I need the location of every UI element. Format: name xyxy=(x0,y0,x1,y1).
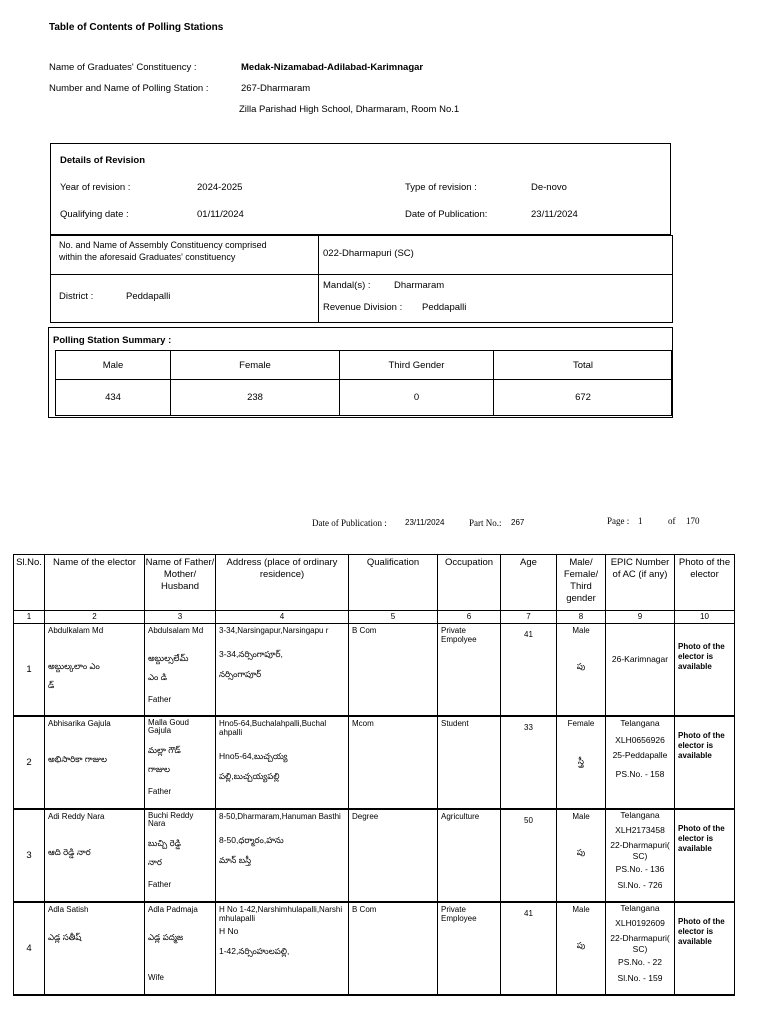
revision-heading: Details of Revision xyxy=(60,155,145,166)
relative-name-en: Adla Padmaja xyxy=(148,905,198,914)
address-en: 3-34,Narsingapur,Narsingapu r xyxy=(219,626,329,635)
relative-name-te: ఎడ్ల పద్మజ xyxy=(148,932,184,942)
gender-en: Male xyxy=(572,812,590,821)
electors-table xyxy=(13,554,735,996)
gender-en: Male xyxy=(572,905,590,914)
col-number: 8 xyxy=(557,611,606,624)
relation-type: Wife xyxy=(148,973,164,982)
summary-value-female: 238 xyxy=(171,380,340,415)
address-te: 3-34,నర్సింగాపూర్, xyxy=(219,649,283,659)
gender-te: స్త్రీ xyxy=(578,756,584,766)
summary-value-male: 434 xyxy=(56,380,171,415)
table-row xyxy=(14,809,735,902)
year-value: 2024-2025 xyxy=(197,182,243,193)
col-number: 2 xyxy=(45,611,145,624)
epic-line: SC) xyxy=(632,944,648,954)
table-row xyxy=(14,624,735,717)
occupation: Agriculture xyxy=(441,812,480,821)
address-te-cont: నర్సింగాపూర్ xyxy=(219,669,262,679)
mandal-value: Dharmaram xyxy=(394,280,445,291)
revenue-value: Peddapalli xyxy=(422,302,467,313)
summary-header-total: Total xyxy=(494,351,672,380)
address-te-cont: మాన్ బస్తీ xyxy=(219,855,252,865)
page-label: Page : xyxy=(607,516,630,526)
epic-line: 22-Dharmapuri( xyxy=(610,933,670,943)
address-te: Hno5-64,బుచ్చయ్య xyxy=(219,751,288,761)
occupation: Private Employee xyxy=(441,905,477,923)
part-label: Part No.: xyxy=(469,518,502,528)
relative-name-te: అబ్దుల్సలేమ్ xyxy=(148,653,189,663)
elector-name-te-cont: డ్ xyxy=(48,680,55,690)
polling-station-label: Number and Name of Polling Station : xyxy=(49,83,209,94)
row-slno: 3 xyxy=(26,850,32,861)
age: 41 xyxy=(524,909,533,918)
col-header-name: Name of the elector xyxy=(45,555,145,611)
page-value: 1 xyxy=(638,516,643,526)
qualification: B Com xyxy=(352,905,377,914)
elector-name-te: అబ్దుల్కలాం ఎం xyxy=(48,661,100,671)
elector-name-en: Abdulkalam Md xyxy=(48,626,104,635)
col-header-address: Address (place of ordinary residence) xyxy=(216,555,349,611)
epic-line: Telangana xyxy=(620,810,660,820)
address-en: 8-50,Dharmaram,Hanuman Basthi xyxy=(219,812,341,821)
mandal-label: Mandal(s) : xyxy=(323,280,371,291)
photo-note: Photo of the elector is available xyxy=(678,917,725,946)
relation-type: Father xyxy=(148,880,172,889)
row-slno: 1 xyxy=(26,664,32,675)
photo-note: Photo of the elector is available xyxy=(678,824,725,853)
age: 50 xyxy=(524,816,533,825)
col-number: 10 xyxy=(675,611,735,624)
summary-header-female: Female xyxy=(171,351,340,380)
polling-station-number: 267-Dharmaram xyxy=(241,83,311,94)
col-header-occupation: Occupation xyxy=(438,555,501,611)
address-en: Hno5-64,Buchalahpalli,Buchal ahpalli xyxy=(219,719,327,737)
occupation: Private Empolyee xyxy=(441,626,477,644)
col-header-photo: Photo of the elector xyxy=(675,555,735,611)
address-te-cont: 1-42,నర్సింహులపల్లి, xyxy=(219,946,290,956)
revenue-label: Revenue Division : xyxy=(323,302,403,313)
col-header-epic: EPIC Number of AC (if any) xyxy=(606,555,675,611)
col-header-relative: Name of Father/ Mother/ Husband xyxy=(145,555,216,611)
type-value: De-novo xyxy=(531,182,567,193)
publication-label: Date of Publication: xyxy=(405,209,488,220)
col-number: 6 xyxy=(438,611,501,624)
photo-note: Photo of the elector is available xyxy=(678,642,725,671)
col-header-qualification: Qualification xyxy=(349,555,438,611)
col-number: 9 xyxy=(606,611,675,624)
photo-note: Photo of the elector is available xyxy=(678,731,725,760)
relative-name-te-cont: గాజుల xyxy=(148,764,171,774)
epic-line: 22-Dharmapuri( xyxy=(610,840,670,850)
assembly-label-line1: No. and Name of Assembly Constituency comprised xyxy=(59,240,267,250)
qualifying-label: Qualifying date : xyxy=(60,209,129,220)
col-header-gender: Male/ Female/ Third gender xyxy=(557,555,606,611)
address-te: H No xyxy=(219,926,239,936)
assembly-label-line2: within the aforesaid Graduates' constituency xyxy=(59,252,236,262)
relative-name-te: బుచ్చి రెడ్డి xyxy=(148,838,181,848)
summary-value-third-gender: 0 xyxy=(340,380,494,415)
gender-te: పు xyxy=(576,661,586,671)
pub-date-value: 23/11/2024 xyxy=(405,518,445,527)
col-header-slno: Sl.No. xyxy=(14,555,45,611)
relation-type: Father xyxy=(148,787,172,796)
elector-name-en: Adla Satish xyxy=(48,905,89,914)
pub-date-label: Date of Publication : xyxy=(312,518,387,528)
epic-line: Sl.No. - 159 xyxy=(617,973,663,983)
total-pages: 170 xyxy=(686,516,700,526)
of-label: of xyxy=(668,516,676,526)
relative-name-te-cont: ఎం డి xyxy=(148,672,168,682)
page-title: Table of Contents of Polling Stations xyxy=(49,22,224,33)
table-row xyxy=(14,716,735,809)
elector-name-te: ఆది రెడ్డి నార xyxy=(48,847,91,857)
assembly-value: 022-Dharmapuri (SC) xyxy=(323,248,414,259)
row-slno: 4 xyxy=(26,943,32,954)
summary-table xyxy=(55,350,672,416)
type-label: Type of revision : xyxy=(405,182,477,193)
epic-line: PS.No. - 158 xyxy=(615,769,665,779)
col-number: 1 xyxy=(14,611,45,624)
publication-value: 23/11/2024 xyxy=(531,209,578,220)
elector-name-en: Abhisarika Gajula xyxy=(48,719,111,728)
relative-name-en: Abdulsalam Md xyxy=(148,626,204,635)
occupation: Student xyxy=(441,719,469,728)
epic-line: Sl.No. - 726 xyxy=(617,880,663,890)
epic-line: Telangana xyxy=(620,903,660,913)
gender-te: పు xyxy=(576,847,586,857)
epic-line: 25-Peddapalle xyxy=(612,750,668,760)
constituency-value: Medak-Nizamabad-Adilabad-Karimnagar xyxy=(241,62,424,73)
qualification: B Com xyxy=(352,626,377,635)
relative-name-en: Buchi Reddy Nara xyxy=(148,811,194,828)
elector-name-te: ఎడ్ల సతీష్ xyxy=(48,932,82,942)
summary-value-total: 672 xyxy=(575,392,591,403)
age: 33 xyxy=(524,723,533,732)
year-label: Year of revision : xyxy=(60,182,131,193)
relation-type: Father xyxy=(148,695,172,704)
col-header-age: Age xyxy=(501,555,557,611)
epic-line: SC) xyxy=(632,851,648,861)
part-value: 267 xyxy=(511,518,525,527)
col-number: 7 xyxy=(501,611,557,624)
elector-name-te: అభిసారికా గాజుల xyxy=(48,754,107,764)
row-slno: 2 xyxy=(26,757,32,768)
table-row xyxy=(14,902,735,995)
gender-te: పు xyxy=(576,940,586,950)
gender-en: Female xyxy=(567,719,595,728)
col-number: 3 xyxy=(145,611,216,624)
address-te-cont: పల్లి,బుచ్చయ్యపల్లి xyxy=(219,771,280,781)
summary-header-third-gender: Third Gender xyxy=(340,351,494,380)
elector-name-en: Adi Reddy Nara xyxy=(48,812,105,821)
relative-name-te: మల్లా గౌడ్ xyxy=(148,745,181,755)
epic-line: 26-Karimnagar xyxy=(611,654,669,664)
qualifying-value: 01/11/2024 xyxy=(197,209,244,220)
polling-station-name: Zilla Parishad High School, Dharmaram, Room No.1 xyxy=(239,104,460,115)
constituency-label: Name of Graduates' Constituency : xyxy=(49,62,197,73)
summary-heading: Polling Station Summary : xyxy=(53,335,172,346)
age: 41 xyxy=(524,630,533,639)
relative-name-en: Malla Goud Gajula xyxy=(148,718,189,735)
epic-line: XLH2173458 xyxy=(615,825,665,835)
summary-header-male: Male xyxy=(56,351,171,380)
epic-line: Telangana xyxy=(620,718,660,728)
gender-en: Male xyxy=(572,626,590,635)
qualification: Degree xyxy=(352,812,379,821)
address-te: 8-50,ధర్మారం,హను xyxy=(219,835,284,845)
epic-line: XLH0656926 xyxy=(615,735,665,745)
district-label: District : xyxy=(59,291,94,302)
address-en: H No 1-42,Narshimhulapalli,Narshi mhulapalli xyxy=(219,905,343,923)
relative-name-te-cont: నార xyxy=(148,857,162,867)
epic-line: PS.No. - 136 xyxy=(615,864,665,874)
epic-line: PS.No. - 22 xyxy=(618,957,662,967)
district-value: Peddapalli xyxy=(126,291,171,302)
col-number: 4 xyxy=(216,611,349,624)
col-number: 5 xyxy=(349,611,438,624)
qualification: Mcom xyxy=(352,719,374,728)
epic-line: XLH0192609 xyxy=(615,918,665,928)
